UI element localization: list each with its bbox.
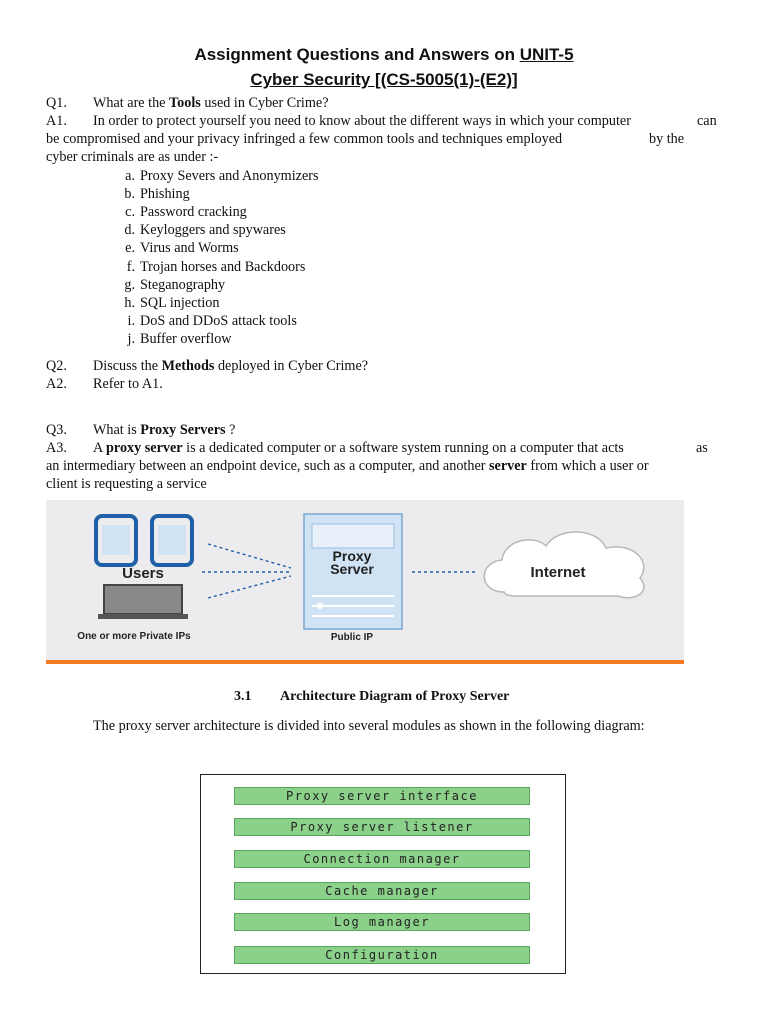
proxy-diagram-svg — [46, 500, 684, 663]
proxy-label-line1: Proxy — [332, 548, 372, 564]
q1-question: What are the Tools used in Cyber Crime? — [93, 95, 329, 111]
list-item-marker: b. — [124, 186, 135, 203]
module-proxy-server-interface: Proxy server interface — [234, 787, 530, 805]
a1-line-2: be compromised and your privacy infringed a few common tools and techniques employed — [46, 131, 563, 147]
module-cache-manager: Cache manager — [234, 882, 530, 900]
title-unit: UNIT-5 — [519, 45, 574, 64]
list-item-marker: d. — [124, 222, 135, 239]
a1-line-3: cyber criminals are as under :- — [46, 149, 219, 165]
connector-phone — [208, 544, 291, 568]
a3-line-1-tail: as — [696, 440, 708, 456]
section-number: 3.1 — [234, 689, 252, 704]
module-connection-manager: Connection manager — [234, 850, 530, 868]
section-intro: The proxy server architecture is divided into several modules as shown in the following diagram: — [93, 718, 645, 734]
connector-laptop — [208, 576, 291, 598]
list-item-marker: a. — [125, 168, 135, 184]
list-item: Buffer overflow — [140, 330, 232, 347]
a3-line-3: client is requesting a service — [46, 476, 207, 492]
users-label: Users — [122, 565, 164, 582]
list-item-marker: h. — [124, 294, 135, 311]
list-item: Trojan horses and Backdoors — [140, 258, 306, 275]
list-item: Proxy Severs and Anonymizers — [140, 168, 319, 184]
module-log-manager: Log manager — [234, 913, 530, 931]
document-title — [0, 45, 768, 65]
laptop-icon — [98, 585, 188, 619]
list-item-marker: c. — [125, 204, 135, 221]
private-ips-label: One or more Private IPs — [77, 631, 191, 642]
a1-line-2-tail: by the — [649, 131, 685, 147]
list-item-marker: j. — [127, 330, 135, 347]
a3-line-1: A proxy server is a dedicated computer or a software system running on a computer that acts — [93, 440, 624, 456]
q3-question: What is Proxy Servers ? — [93, 422, 236, 438]
a1-line-1: In order to protect yourself you need to know about the different ways in which your computer — [93, 113, 631, 129]
module-proxy-server-listener: Proxy server listener — [234, 818, 530, 836]
a3-line-2: an intermediary between an endpoint device, such as a computer, and another server from which a user or — [46, 458, 649, 474]
a3-label: A3. — [46, 440, 67, 456]
list-item: Keyloggers and spywares — [140, 222, 286, 239]
list-item: SQL injection — [140, 294, 220, 311]
a1-label: A1. — [46, 113, 67, 129]
list-item: DoS and DDoS attack tools — [140, 312, 297, 329]
module-configuration: Configuration — [234, 946, 530, 964]
list-item: Steganography — [140, 276, 226, 293]
proxy-label-line2: Server — [330, 561, 374, 577]
q2-label: Q2. — [46, 358, 67, 374]
list-item: Password cracking — [140, 204, 247, 221]
a2-answer: Refer to A1. — [93, 376, 163, 392]
internet-label: Internet — [530, 564, 586, 581]
proxy-server-diagram — [46, 500, 684, 663]
a2-label: A2. — [46, 376, 67, 392]
q1-label: Q1. — [46, 95, 67, 111]
diagram-accent-bar — [46, 660, 684, 664]
architecture-diagram — [200, 774, 566, 974]
list-item-marker: i. — [127, 312, 135, 329]
list-item: Virus and Worms — [140, 240, 239, 257]
tablet-icon — [152, 516, 192, 565]
q3-label: Q3. — [46, 422, 67, 438]
list-item-marker: g. — [124, 276, 135, 293]
list-item-marker: e. — [125, 240, 135, 257]
phone-icon — [96, 516, 136, 565]
title-text: Assignment Questions and Answers on — [194, 45, 520, 64]
q2-question: Discuss the Methods deployed in Cyber Crime? — [93, 358, 369, 374]
section-title: Architecture Diagram of Proxy Server — [280, 689, 510, 704]
document-subtitle: Cyber Security [(CS-5005(1)-(E2)] — [250, 70, 518, 89]
a1-line-1-tail: can — [697, 113, 717, 129]
list-item-marker: f. — [126, 258, 135, 275]
public-ip-label: Public IP — [330, 632, 374, 643]
list-item: Phishing — [140, 186, 190, 203]
